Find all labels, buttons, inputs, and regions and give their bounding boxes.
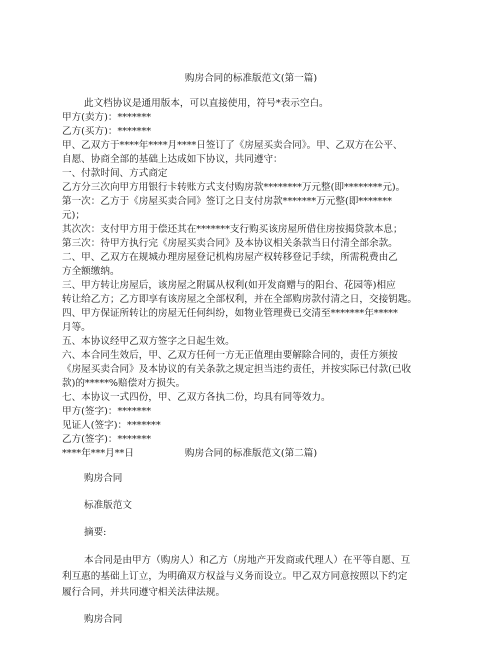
paragraph-line: 甲、乙双方于****年****月****日签订了《房屋买卖合同》。甲、乙双方在公平、 xyxy=(62,140,403,151)
paragraph-line: 乙方(买方)：******* xyxy=(62,126,152,137)
paragraph-line: 摘要: xyxy=(84,527,107,538)
paragraph-line: 利互惠的基础上订立，为明确双方权益与义务而设立。甲乙双方同意按照以下约定 xyxy=(62,571,408,582)
paragraph-line: 甲方(卖方)：******* xyxy=(62,112,152,123)
signature-line-party-a: 甲方(签字)：******* xyxy=(62,406,152,417)
paragraph-line: 三、甲方转让房屋后，该房屋之附属从权利(如开发商赠与的阳台、花园等)相应 xyxy=(62,280,396,291)
paragraph-line: 二、甲、乙双方在规城办理房屋登记机构房屋产权转移登记手续，所需税费由乙 xyxy=(62,252,398,263)
paragraph-line: 本合同是由甲方（购房人）和乙方（房地产开发商或代理人）在平等自愿、互 xyxy=(84,555,411,566)
paragraph-line: 购房合同 xyxy=(84,614,123,625)
paragraph-line: 购房合同 xyxy=(84,473,123,484)
paragraph-line: 六、本合同生效后，甲、乙双方任何一方无正值理由要解除合同的，责任方须按 xyxy=(62,350,398,361)
paragraph-line: 标准版范文 xyxy=(84,500,132,511)
paragraph-line: 第一次：乙方于《房屋买卖合同》签订之日支付房款*******万元整(即******* xyxy=(62,196,392,207)
signature-line-witness: 见证人(签字)：******* xyxy=(62,420,161,431)
paragraph-line: 一、付款时间、方式商定 xyxy=(62,168,168,179)
paragraph-line: 自愿、协商全部的基础上达成如下协议，共同遵守： xyxy=(62,154,283,165)
paragraph-line: 第三次：待甲方执行完《房屋买卖合同》及本协议相关条款当日付清全部余款。 xyxy=(62,238,398,249)
paragraph-line: 元)； xyxy=(62,210,85,221)
paragraph-line: 方全额缴纳。 xyxy=(62,266,120,277)
signature-line-party-b: 乙方(签字)：******* xyxy=(62,434,152,445)
paragraph-line: 《房屋买卖合同》及本协议的有关条款之规定担当违约责任，并按实际已付款(已收 xyxy=(62,364,412,375)
paragraph-line: 款)的*****%赔偿对方损失。 xyxy=(62,378,186,389)
paragraph-line: 此文档协议是通用版本，可以直接使用，符号*表示空白。 xyxy=(84,98,329,109)
paragraph-line: 七、本协议一式四份，甲、乙双方各执二份，均具有同等效力。 xyxy=(62,392,331,403)
paragraph-line: 五、本协议经甲乙双方签字之日起生效。 xyxy=(62,336,235,347)
paragraph-line: 月等。 xyxy=(62,322,91,333)
date-line: ****年***月**日 xyxy=(62,448,134,459)
section-title-1: 购房合同的标准版范文(第一篇) xyxy=(184,73,318,84)
paragraph-line: 转让给乙方；乙方即享有该房屋之全部权利，并在全部购房款付清之日，交接钥匙。 xyxy=(62,294,417,305)
section-title-2: 购房合同的标准版范文(第二篇) xyxy=(184,448,318,459)
paragraph-line: 四、甲方保证所转让的房屋无任何纠纷，如物业管理费已交清至*******年***** xyxy=(62,308,398,319)
paragraph-line: 履行合同，并共同遵守相关法律法规。 xyxy=(62,587,226,598)
paragraph-line: 其次次：支付甲方用于偿还其在*******支行购买该房屋所借住房按揭贷款本息； xyxy=(62,224,403,235)
paragraph-line: 乙方分三次向甲方用银行卡转账方式支付购房款********万元整(即********元)。 xyxy=(62,182,406,193)
